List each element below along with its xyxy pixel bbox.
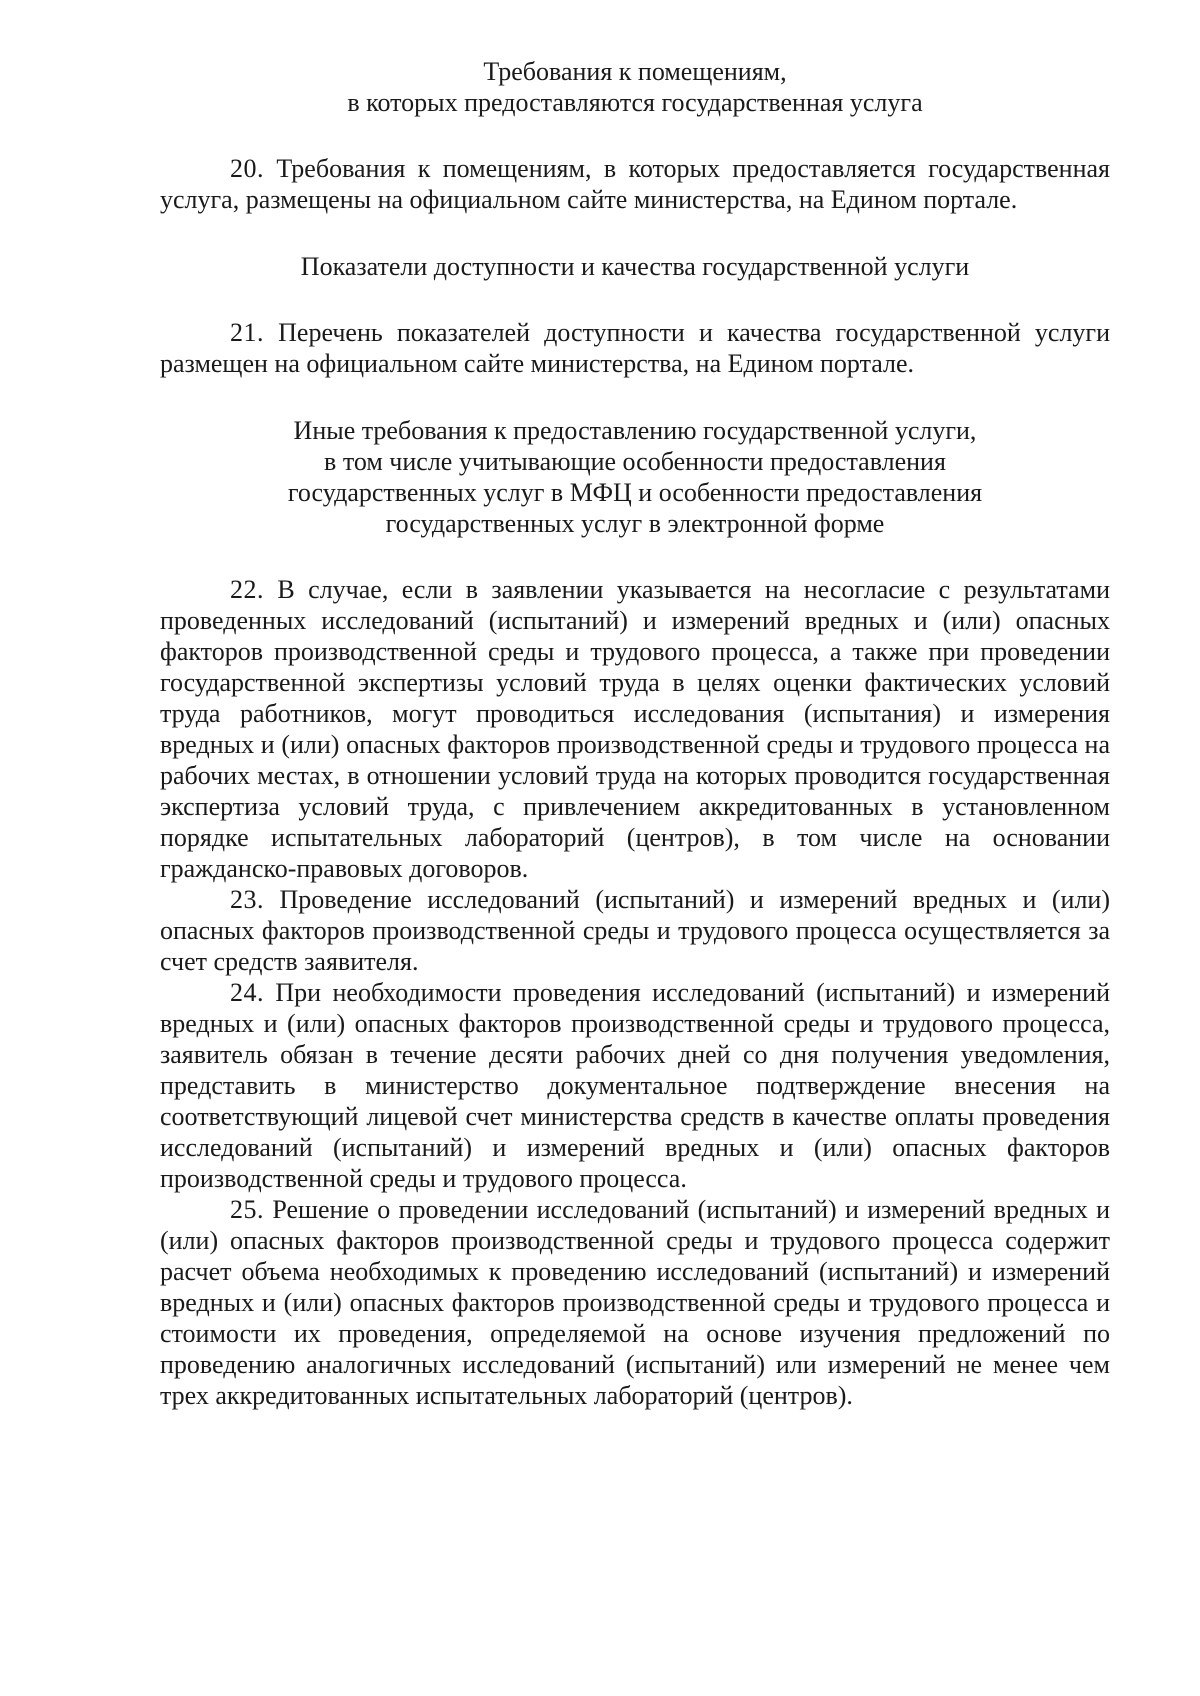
heading-line: Показатели доступности и качества государственной услуги [300, 252, 970, 281]
paragraph-20 [160, 153, 1110, 215]
paragraph-text: Требования к помещениям, в которых предоставляется государственная услуга, размещены на официальном сайте министерства, на Едином портале. [160, 154, 1111, 214]
heading-line: в которых предоставляются государственная услуга [347, 88, 923, 117]
paragraph-23 [160, 884, 1110, 977]
heading-line: Требования к помещениям, [483, 57, 787, 86]
paragraph-25 [160, 1194, 1110, 1411]
paragraph-number: 25. [230, 1195, 264, 1224]
paragraph-text: При необходимости проведения исследований (испытаний) и измерений вредных и (или) опасных факторов производственной среды и трудового процесса, заявитель обязан в течение десяти рабочих дней со дня получения уведомления, представить в министерство документальное подтверждение внесения на соответствующий лицевой счет министерства средств в качестве оплаты проведения исследований (испытаний) и измерений вредных и (или) опасных факторов производственной среды и трудового процесса. [160, 978, 1111, 1193]
heading-line: государственных услуг в электронной форме [385, 509, 885, 538]
paragraph-number: 22. [230, 575, 264, 604]
paragraph-22 [160, 574, 1110, 884]
paragraph-number: 24. [230, 978, 264, 1007]
paragraph-number: 21. [230, 318, 264, 347]
section-heading-other-requirements [160, 415, 1110, 539]
heading-line: государственных услуг в МФЦ и особенности предоставления [287, 478, 983, 507]
paragraph-text: Перечень показателей доступности и качества государственной услуги размещен на официальном сайте министерства, на Едином портале. [160, 318, 1111, 378]
paragraph-24 [160, 977, 1110, 1194]
paragraph-number: 20. [230, 154, 264, 183]
document-body [160, 56, 1110, 1411]
paragraph-number: 23. [230, 885, 264, 914]
section-heading-indicators [160, 251, 1110, 282]
paragraph-text: Решение о проведении исследований (испытаний) и измерений вредных и (или) опасных факторов производственной среды и трудового процесса содержит расчет объема необходимых к проведению исследований (испытаний) и измерений вредных и (или) опасных факторов производственной среды и трудового процесса и стоимости их проведения, определяемой на основе изучения предложений по проведению аналогичных исследований (испытаний) или измерений не менее чем трех аккредитованных испытательных лабораторий (центров). [160, 1195, 1111, 1410]
heading-line: в том числе учитывающие особенности предоставления [324, 447, 946, 476]
paragraph-text: Проведение исследований (испытаний) и измерений вредных и (или) опасных факторов производственной среды и трудового процесса осуществляется за счет средств заявителя. [160, 885, 1111, 976]
paragraph-text: В случае, если в заявлении указывается на несогласие с результатами проведенных исследований (испытаний) и измерений вредных и (или) опасных факторов производственной среды и трудового процесса, а также при проведении государственной экспертизы условий труда в целях оценки фактических условий труда работников, могут проводиться исследования (испытания) и измерения вредных и (или) опасных факторов производственной среды и трудового процесса на рабочих местах, в отношении условий труда на которых проводится государственная экспертиза условий труда, с привлечением аккредитованных в установленном порядке испытательных лабораторий (центров), в том числе на основании гражданско-правовых договоров. [160, 575, 1110, 883]
heading-line: Иные требования к предоставлению государственной услуги, [293, 416, 977, 445]
section-heading-premises [160, 56, 1110, 118]
paragraph-21 [160, 317, 1110, 379]
